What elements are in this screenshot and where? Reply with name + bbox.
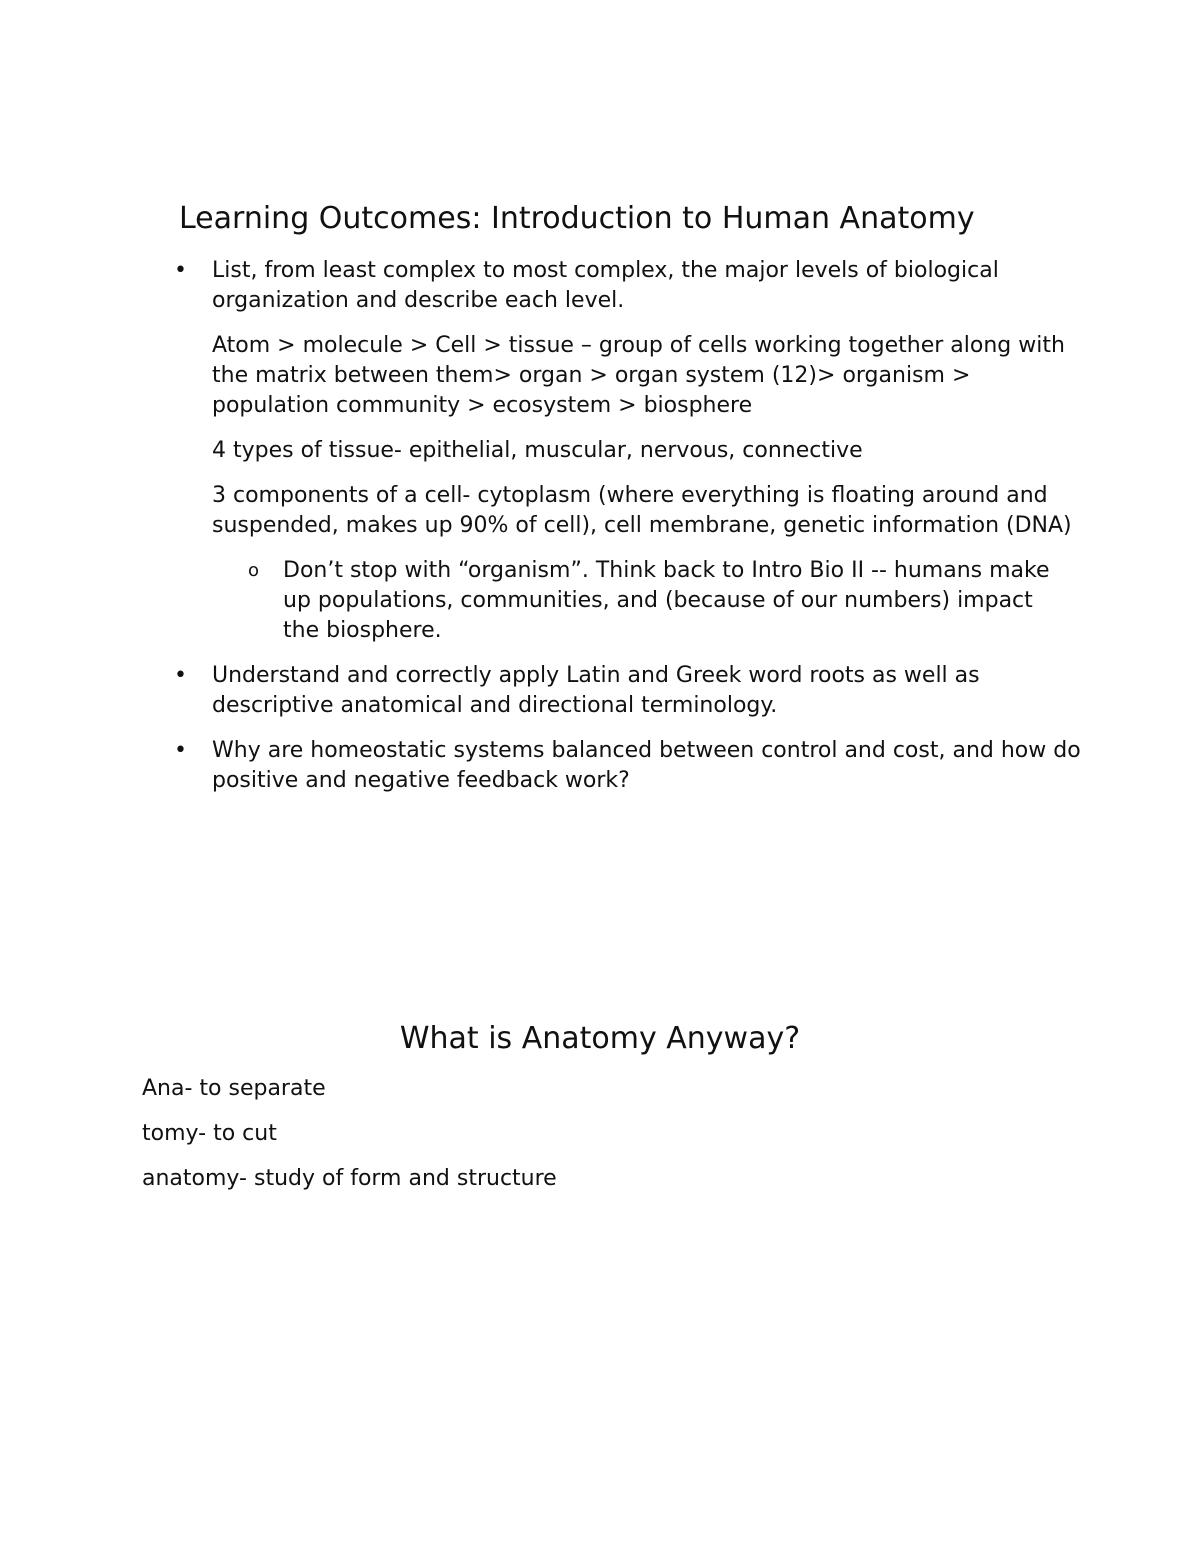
sub-item xyxy=(248,556,1063,646)
outcome-text: List, from least complex to most complex, the major levels of biological organization and describe each level. xyxy=(212,258,999,313)
definition-line: anatomy- study of form and structure xyxy=(142,1166,557,1191)
anatomy-heading: What is Anatomy Anyway? xyxy=(399,1021,801,1056)
levels-note: Atom > molecule > Cell > tissue – group of cells working together along with the matrix between them> organ > organ system (12)> organism > population community > ecosystem > biosphere xyxy=(212,333,1065,418)
outcome-item xyxy=(174,256,1082,646)
outcome-item xyxy=(174,736,1082,796)
bullet-icon: • xyxy=(174,738,187,763)
cell-components-note: 3 components of a cell- cytoplasm (where everything is floating around and suspended, makes up 90% of cell), cell membrane, genetic information (DNA) xyxy=(212,483,1072,538)
bullet-icon: • xyxy=(174,258,187,283)
definition-line: Ana- to separate xyxy=(142,1076,326,1101)
outcome-text: Understand and correctly apply Latin and Greek word roots as well as descriptive anatomical and directional terminology. xyxy=(212,663,980,718)
outcomes-list xyxy=(174,256,1082,811)
sub-item-text: Don’t stop with “organism”. Think back to Intro Bio II -- humans make up populations, communities, and (because of our numbers) impact the biosphere. xyxy=(283,558,1050,643)
tissue-types-note: 4 types of tissue- epithelial, muscular, nervous, connective xyxy=(212,438,863,463)
bullet-icon: • xyxy=(174,663,187,688)
outcome-text: Why are homeostatic systems balanced between control and cost, and how do positive and negative feedback work? xyxy=(212,738,1081,793)
learning-outcomes-heading: Learning Outcomes: Introduction to Human Anatomy xyxy=(179,201,975,236)
definition-line: tomy- to cut xyxy=(142,1121,277,1146)
outcome-item xyxy=(174,661,1082,721)
circle-bullet-icon: o xyxy=(248,560,260,581)
definitions xyxy=(142,1074,557,1209)
sub-list xyxy=(248,556,1063,646)
